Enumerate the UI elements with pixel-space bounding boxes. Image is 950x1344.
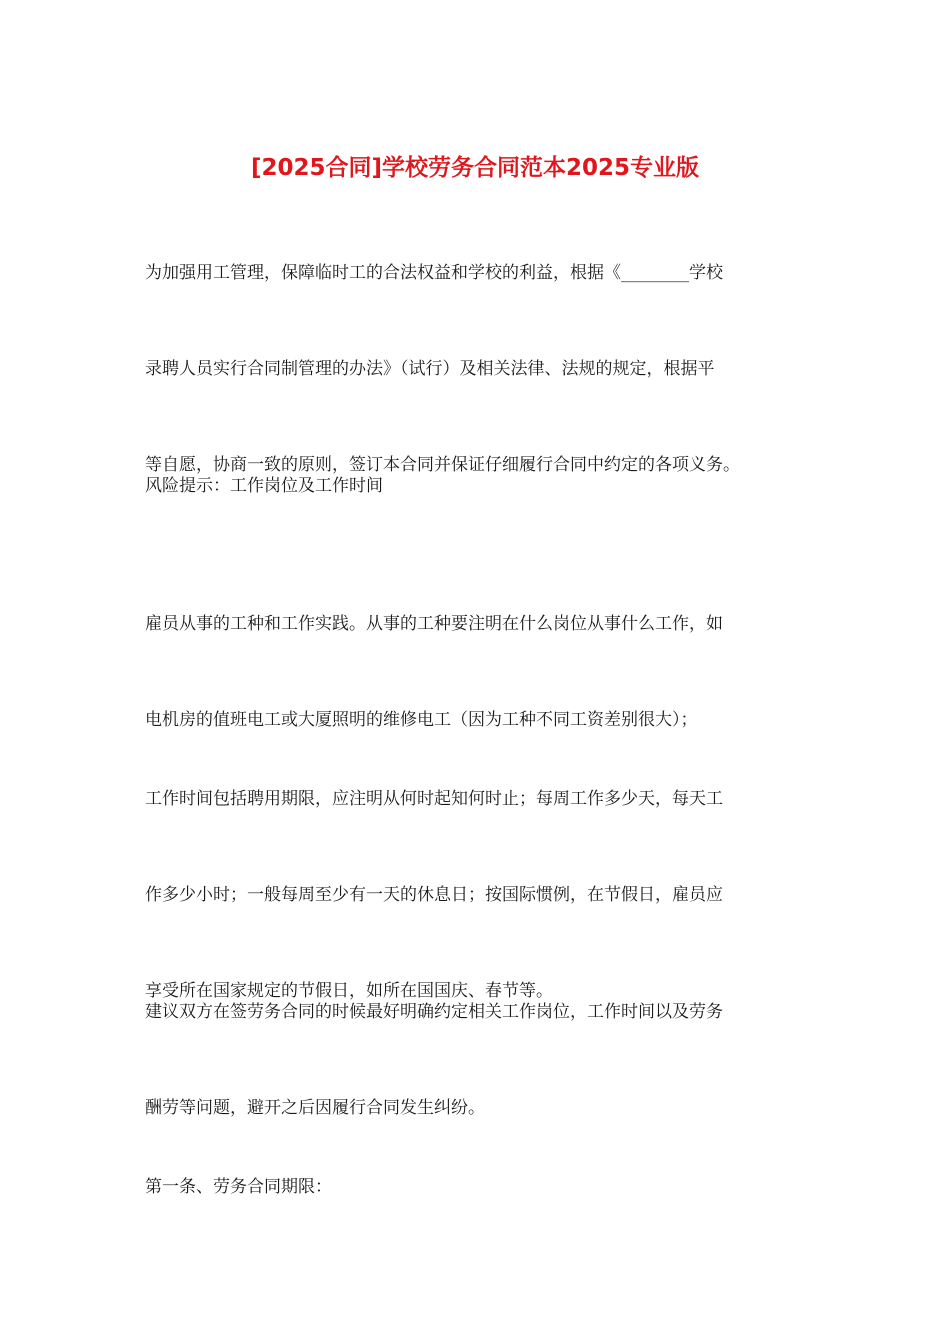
paragraph-line: 酬劳等问题，避开之后因履行合同发生纠纷。 [145, 1098, 485, 1118]
paragraph-line: 建议双方在签劳务合同的时候最好明确约定相关工作岗位，工作时间以及劳务 [145, 1002, 723, 1022]
paragraph-line: 作多少小时；一般每周至少有一天的休息日；按国际惯例，在节假日，雇员应 [145, 885, 723, 905]
paragraph-line: 第一条、劳务合同期限： [145, 1177, 332, 1197]
paragraph-line: 等自愿，协商一致的原则，签订本合同并保证仔细履行合同中约定的各项义务。 [145, 455, 740, 475]
paragraph-line: 享受所在国家规定的节假日，如所在国国庆、春节等。 [145, 981, 553, 1001]
document-title: [2025合同]学校劳务合同范本2025专业版 [250, 155, 700, 181]
paragraph-line: 录聘人员实行合同制管理的办法》（试行）及相关法律、法规的规定，根据平 [145, 359, 715, 379]
paragraph-line: 雇员从事的工种和工作实践。从事的工种要注明在什么岗位从事什么工作，如 [145, 614, 723, 634]
paragraph-line: 工作时间包括聘用期限，应注明从何时起知何时止；每周工作多少天，每天工 [145, 789, 723, 809]
risk-notice-heading [145, 406, 805, 566]
paragraph-line: 为加强用工管理，保障临时工的合法权益和学校的利益，根据《________学校 [145, 263, 723, 283]
article-one-heading [145, 1107, 805, 1267]
paragraph-line: 风险提示：工作岗位及工作时间 [145, 476, 383, 496]
paragraph-line: 电机房的值班电工或大厦照明的维修电工（因为工种不同工资差别很大）； [145, 710, 698, 730]
